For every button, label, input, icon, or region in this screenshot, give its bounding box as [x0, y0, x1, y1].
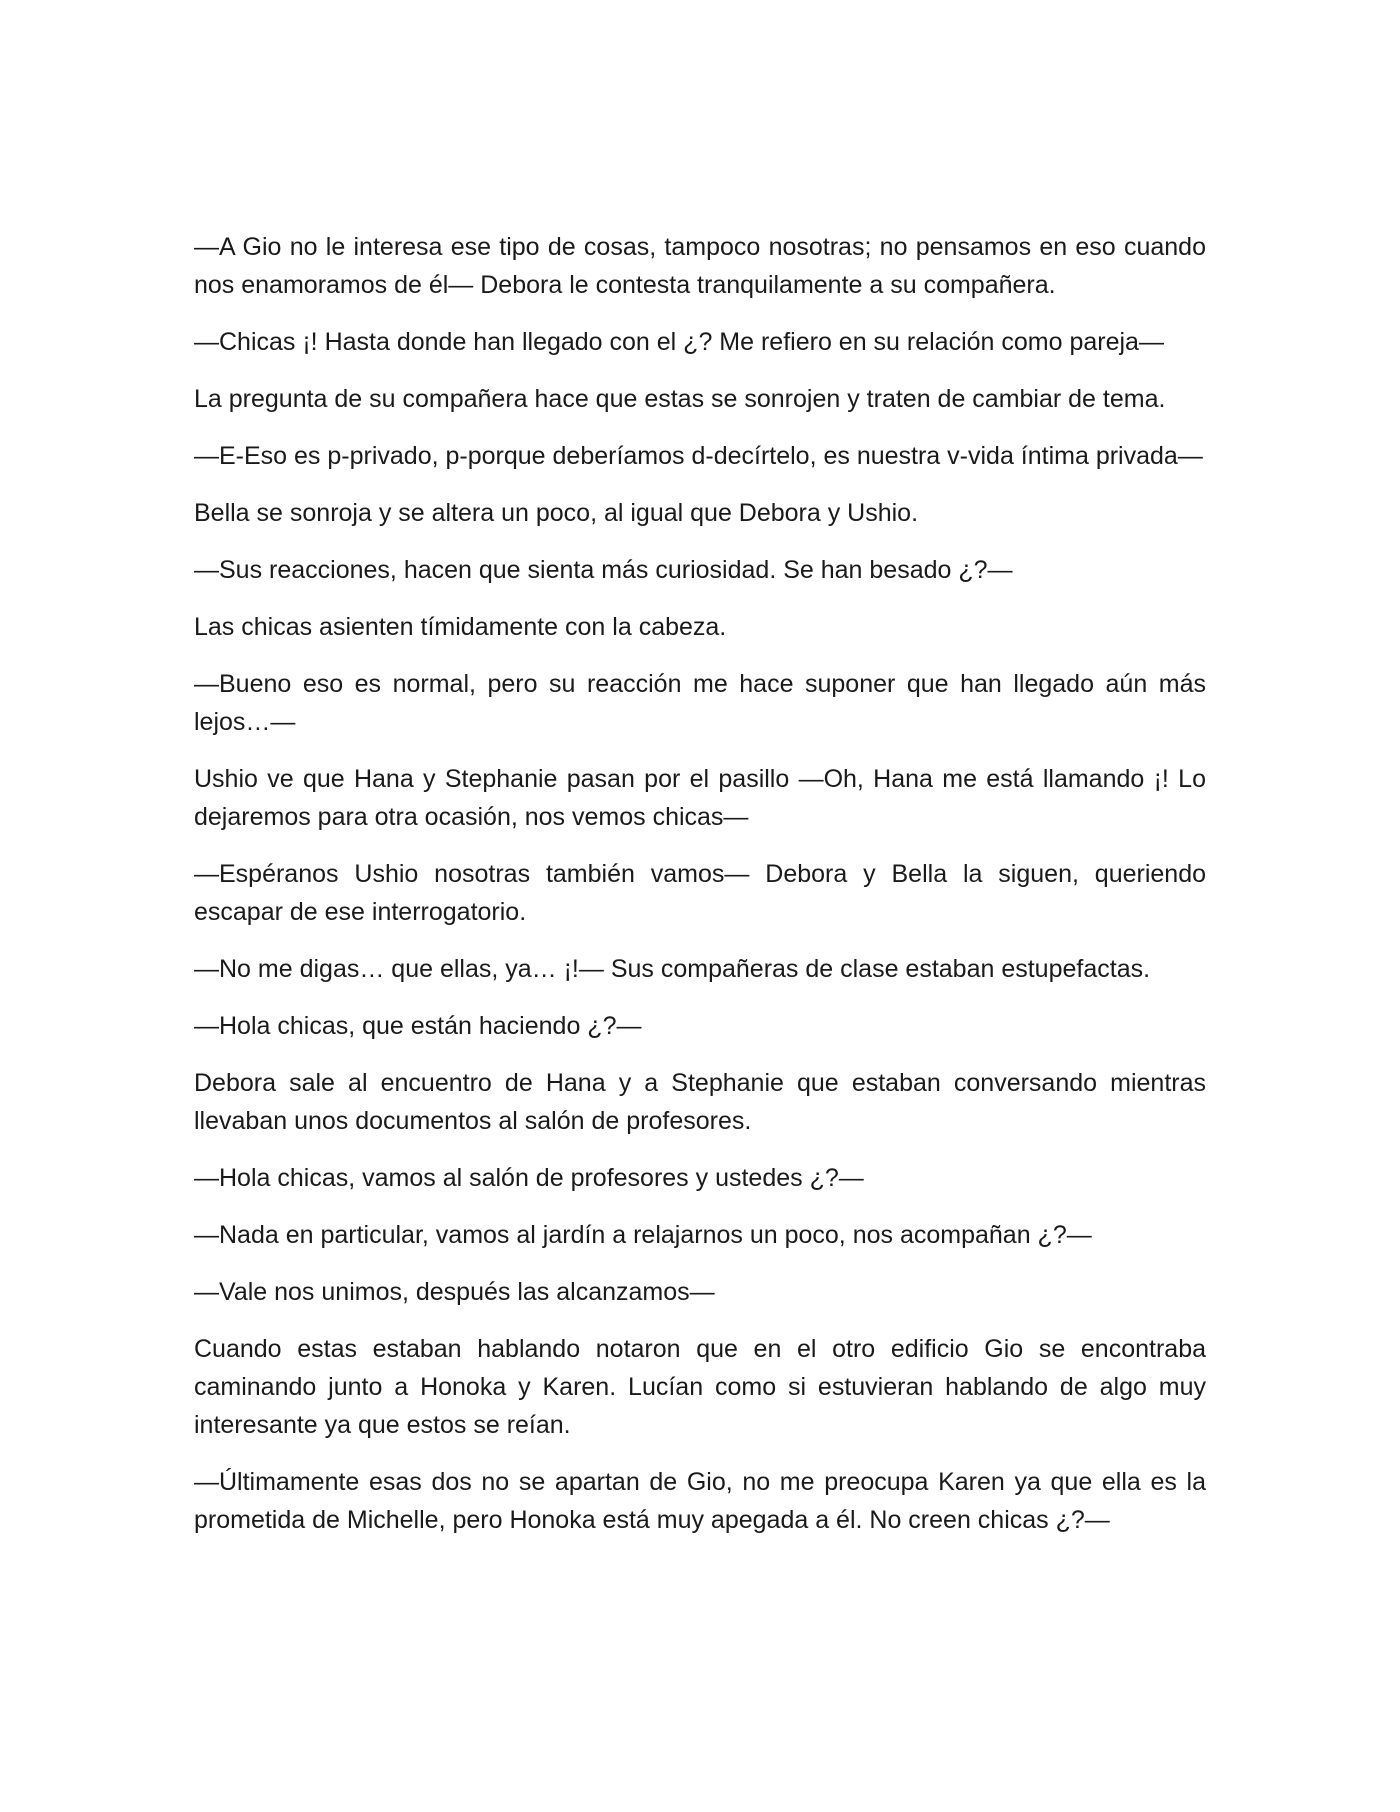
paragraph: Las chicas asienten tímidamente con la cabeza. [194, 613, 727, 641]
paragraph: —A Gio no le interesa ese tipo de cosas, tampoco nosotras; no pensamos en eso cuando nos enamoramos de él— Debora le contesta tranquilamente a su compañera. [194, 233, 1206, 299]
paragraph: Bella se sonroja y se altera un poco, al igual que Debora y Ushio. [194, 499, 919, 527]
paragraph: —Hola chicas, vamos al salón de profesores y ustedes ¿?— [194, 1164, 864, 1192]
paragraph: Debora sale al encuentro de Hana y a Stephanie que estaban conversando mientras llevaban unos documentos al salón de profesores. [194, 1069, 1206, 1135]
paragraph: —E-Eso es p-privado, p-porque deberíamos d-decírtelo, es nuestra v-vida íntima privada— [194, 442, 1203, 470]
paragraph: —Chicas ¡! Hasta donde han llegado con el ¿? Me refiero en su relación como pareja— [194, 328, 1164, 356]
paragraph: —Hola chicas, que están haciendo ¿?— [194, 1012, 642, 1040]
paragraph: —Últimamente esas dos no se apartan de Gio, no me preocupa Karen ya que ella es la prometida de Michelle, pero Honoka está muy apegada a él. No creen chicas ¿?— [194, 1468, 1206, 1534]
paragraph: —Bueno eso es normal, pero su reacción me hace suponer que han llegado aún más lejos…— [194, 670, 1206, 736]
paragraph: Cuando estas estaban hablando notaron que en el otro edificio Gio se encontraba caminando junto a Honoka y Karen. Lucían como si estuvieran hablando de algo muy interesante ya que estos se reían. [194, 1335, 1206, 1439]
paragraph: —No me digas… que ellas, ya… ¡!— Sus compañeras de clase estaban estupefactas. [194, 955, 1151, 983]
paragraph: —Nada en particular, vamos al jardín a relajarnos un poco, nos acompañan ¿?— [194, 1221, 1092, 1249]
paragraph: La pregunta de su compañera hace que estas se sonrojen y traten de cambiar de tema. [194, 385, 1166, 413]
paragraph: —Espéranos Ushio nosotras también vamos— Debora y Bella la siguen, queriendo escapar de ese interrogatorio. [194, 860, 1206, 926]
body-text [194, 228, 1206, 1558]
paragraph: —Sus reacciones, hacen que sienta más curiosidad. Se han besado ¿?— [194, 556, 1013, 584]
paragraph: —Vale nos unimos, después las alcanzamos— [194, 1278, 715, 1306]
paragraph: Ushio ve que Hana y Stephanie pasan por el pasillo —Oh, Hana me está llamando ¡! Lo dejaremos para otra ocasión, nos vemos chicas— [194, 765, 1206, 831]
